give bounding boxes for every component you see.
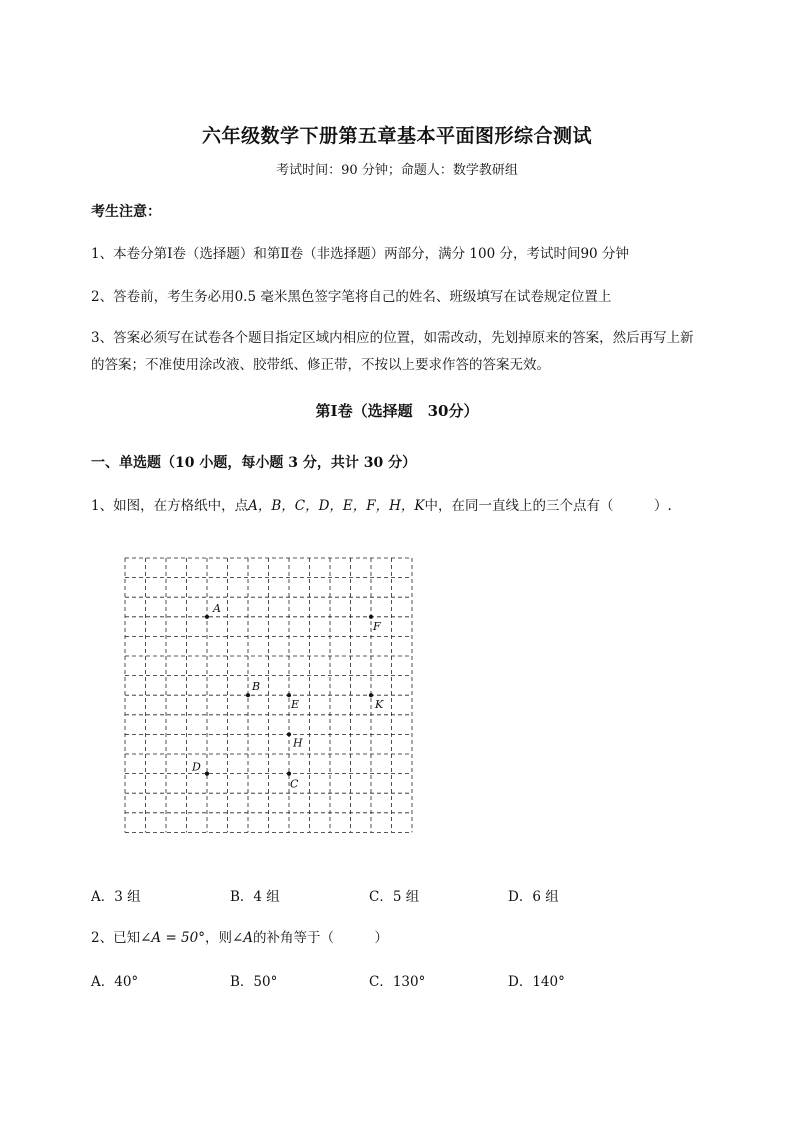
notice-heading: 考生注意： [91,204,161,220]
q1-option-a[interactable]: A．3 组 [91,889,141,905]
question-2 [91,926,388,946]
page-title: 六年级数学下册第五章基本平面图形综合测试 [201,125,592,147]
q2-option-b[interactable]: B．50° [230,974,278,990]
q1-option-c[interactable]: C．5 组 [369,889,420,905]
q1-option-d[interactable]: D．6 组 [508,889,559,905]
point-A-label: A [213,601,221,615]
q1-option-b[interactable]: B．4 组 [230,889,280,905]
notice-item-3-cont: 的答案；不准使用涂改液、胶带纸、修正带，不按以上要求作答的答案无效。 [91,357,550,373]
point-K-label: K [375,698,384,712]
question-2-target: ∠A [231,930,254,946]
section-subheading: 一、单选题（10 小题，每小题 3 分，共计 30 分） [91,455,417,471]
notice-item-3: 3、答案必须写在试卷各个题目指定区域内相应的位置，如需改动，先划掉原来的答案，然后再写上新 [91,330,694,346]
notice-item-1: 1、本卷分第Ⅰ卷（选择题）和第Ⅱ卷（非选择题）两部分，满分 100 分，考试时间90 分钟 [91,246,629,262]
point-C-dot [287,772,291,776]
question-1-suffix: 中，在同一直线上的三个点有（ ）. [424,498,672,514]
point-F-dot [369,615,373,619]
question-2-suffix: 的补角等于（ ） [253,930,389,946]
notice-item-2: 2、答卷前，考生务必用0.5 毫米黑色签字笔将自己的姓名、班级填写在试卷规定位置上 [91,289,612,305]
point-E-label: E [291,698,300,712]
point-F-label: F [373,619,381,633]
point-D-dot [205,772,209,776]
point-A-dot [205,615,209,619]
question-2-given: ∠A = 50° [140,930,205,946]
grid-figure [118,550,418,842]
point-B-label: B [252,680,261,694]
q2-option-d[interactable]: D．140° [508,974,565,990]
point-B-dot [246,693,250,697]
point-D-label: D [192,760,201,774]
exam-info: 考试时间：90 分钟；命题人：数学教研组 [276,163,518,178]
q2-option-c[interactable]: C．130° [369,974,426,990]
question-2-prefix: 2、已知 [91,930,141,946]
question-1-points: A，B，C，D，E，F，H，K [248,498,425,514]
question-1-prefix: 1、如图，在方格纸中，点 [91,498,249,514]
point-K-dot [369,693,373,697]
question-1 [91,494,672,514]
point-H-label: H [293,736,303,750]
point-E-dot [287,693,291,697]
section-title: 第Ⅰ卷（选择题 30分） [315,402,479,420]
point-H-dot [287,732,291,736]
point-C-label: C [290,777,299,791]
q2-option-a[interactable]: A．40° [91,974,139,990]
question-2-middle: ，则 [204,930,232,946]
